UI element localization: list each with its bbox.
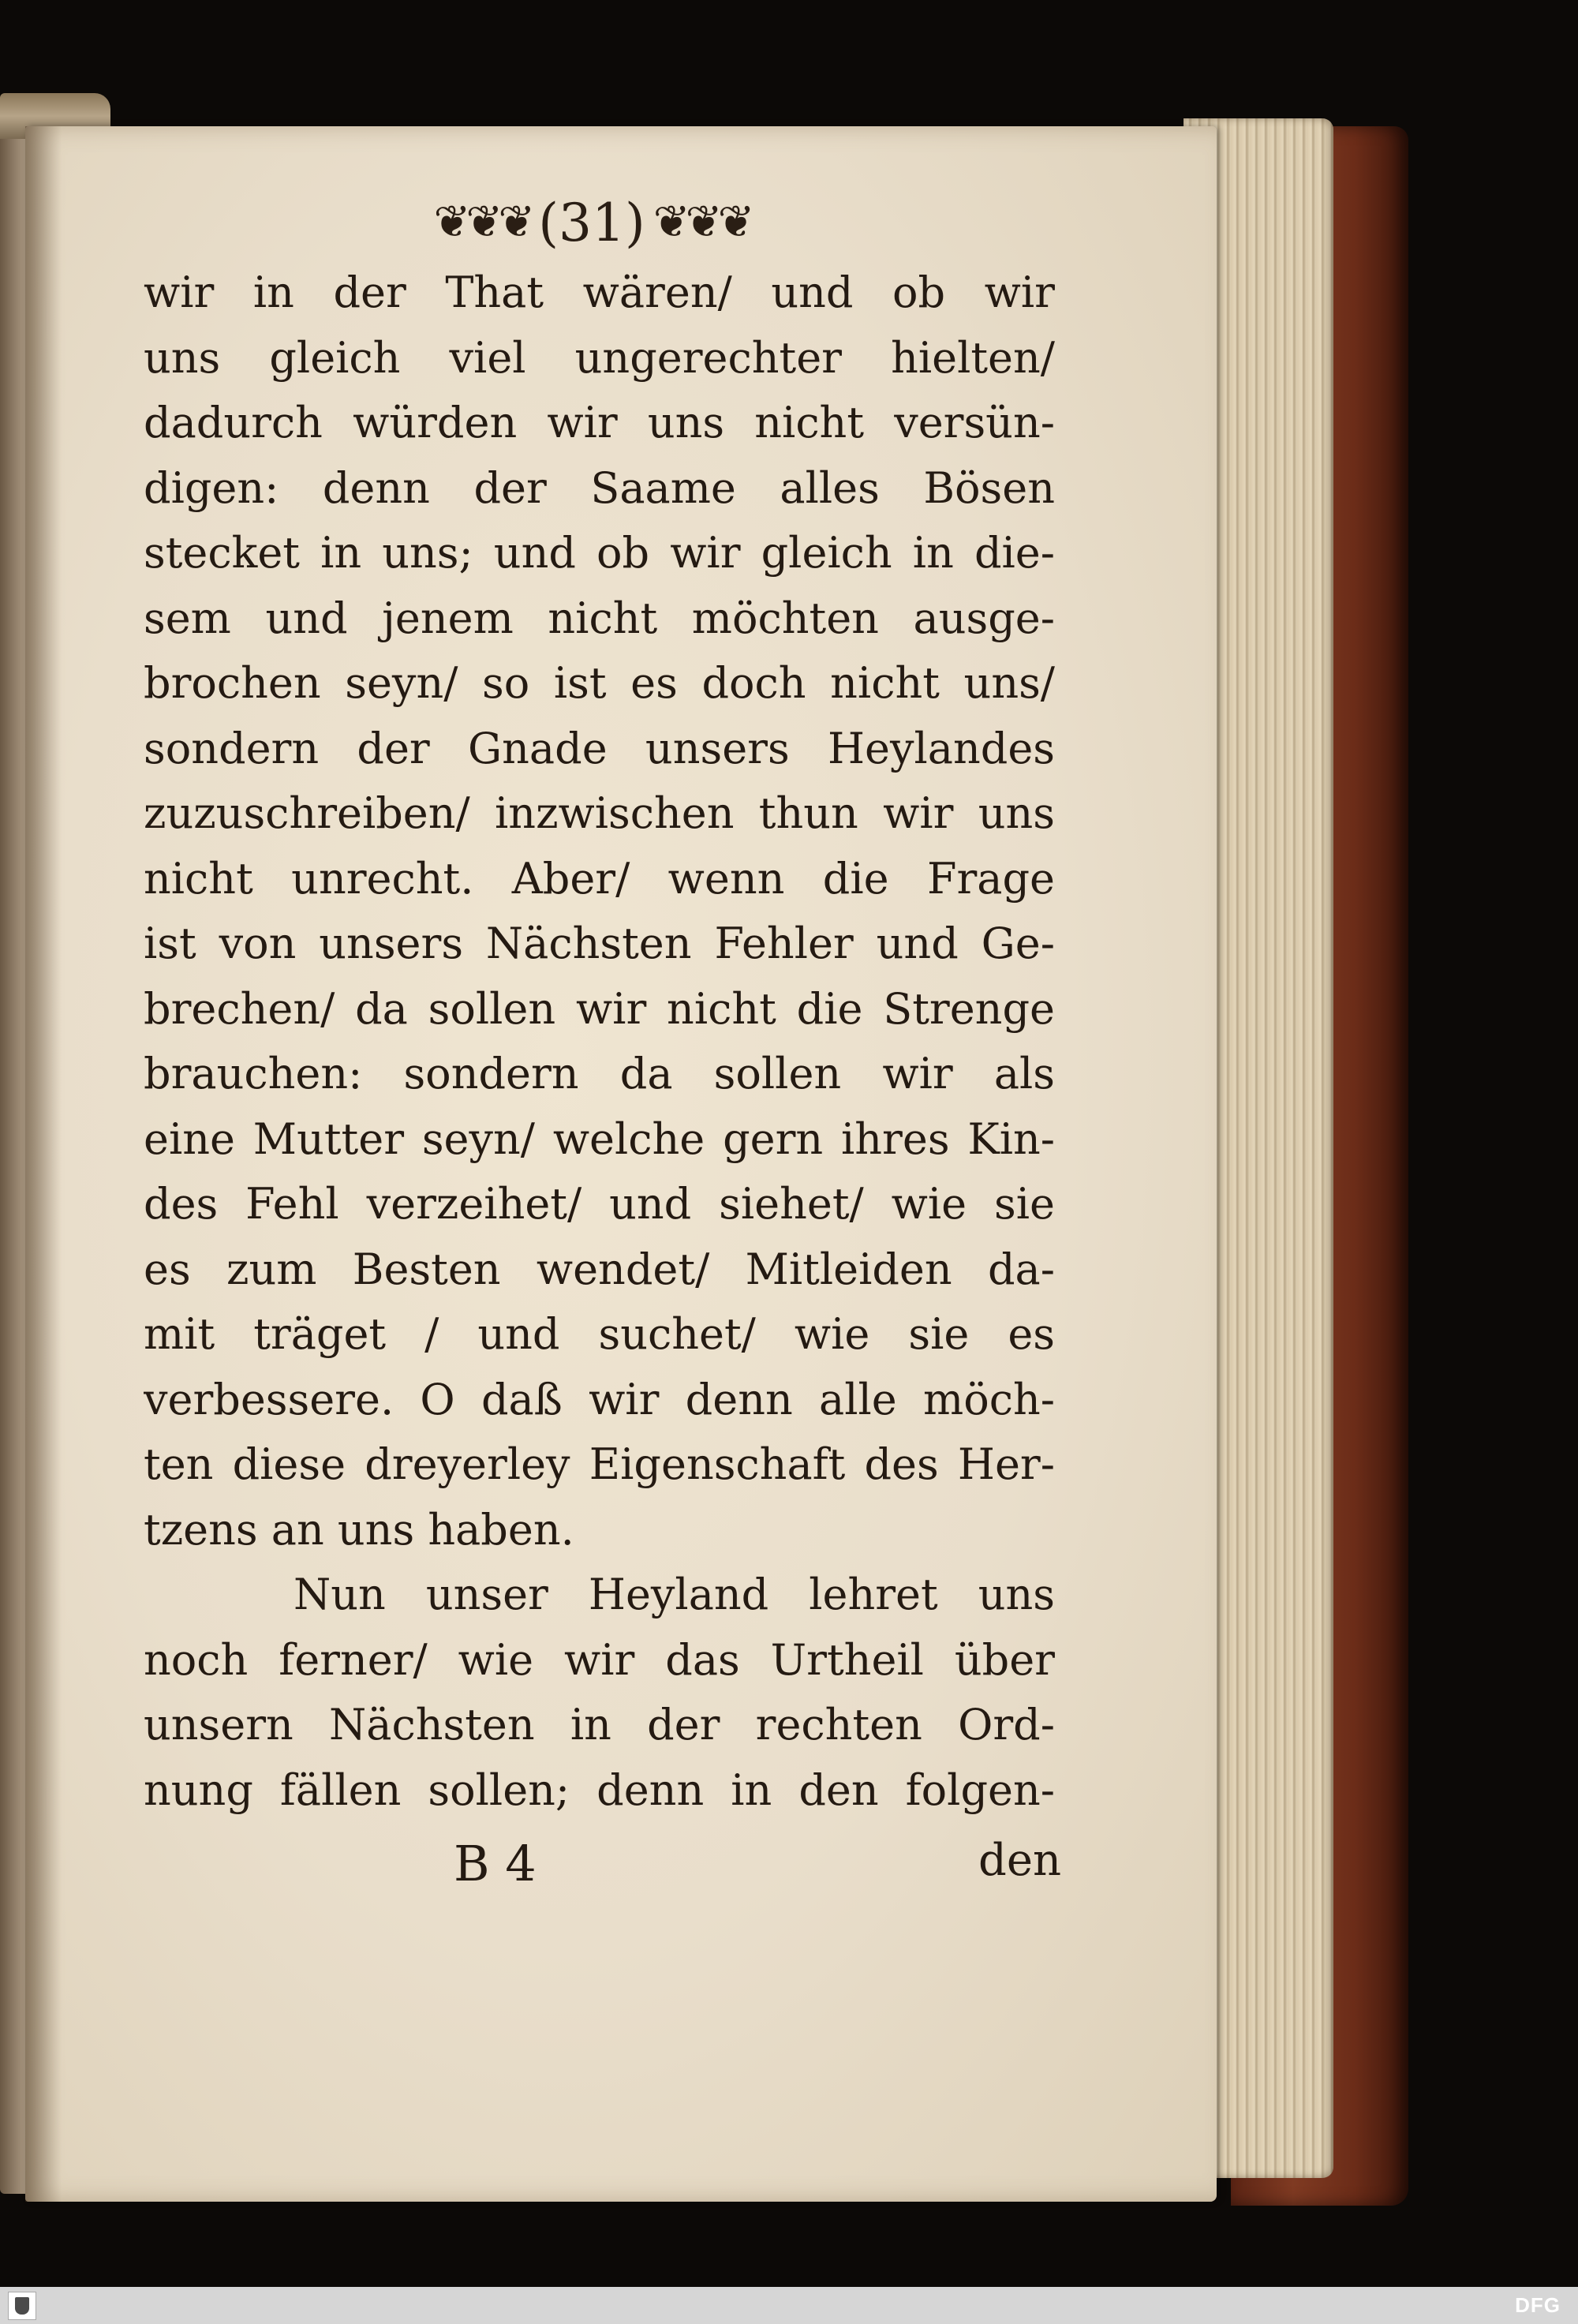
text-line: Nun unser Heyland lehret uns bbox=[294, 1570, 1055, 1619]
text-line: stecket in uns; und ob wir gleich in die- bbox=[144, 528, 1055, 578]
page-number: (31) bbox=[538, 192, 645, 253]
library-logo-icon bbox=[8, 2292, 36, 2320]
text-line: digen: denn der Saame alles Bösen bbox=[144, 462, 1055, 513]
text-line: sem und jenem nicht möchten ausge- bbox=[144, 593, 1055, 643]
text-line: nicht unrecht. Aber/ wenn die Frage bbox=[144, 853, 1055, 904]
page-header bbox=[410, 183, 773, 262]
text-line: tzens an uns haben. bbox=[144, 1504, 574, 1555]
text-line: zuzuschreiben/ inzwischen thun wir uns bbox=[144, 788, 1055, 838]
text-line: noch ferner/ wie wir das Urtheil über bbox=[144, 1634, 1055, 1685]
text-line: brechen/ da sollen wir nicht die Strenge bbox=[144, 983, 1055, 1034]
text-line: sondern der Gnade unsers Heylandes bbox=[144, 723, 1055, 773]
catchword: den bbox=[978, 1835, 1062, 1886]
ornament-right-icon: ❦❦❦ bbox=[653, 196, 750, 248]
gutter-shadow bbox=[25, 126, 62, 2202]
text-line: uns gleich viel ungerechter hielten/ bbox=[144, 332, 1055, 383]
text-line: dadurch würden wir uns nicht versün- bbox=[144, 398, 1055, 447]
body-text bbox=[144, 260, 1055, 1823]
text-line: es zum Besten wendet/ Mitleiden da- bbox=[144, 1244, 1055, 1294]
text-line: eine Mutter seyn/ welche gern ihres Kin- bbox=[144, 1113, 1055, 1164]
signature-mark: B 4 bbox=[454, 1835, 537, 1892]
text-line: nung fällen sollen; denn in den folgen- bbox=[144, 1765, 1055, 1815]
text-line: unsern Nächsten in der rechten Ord- bbox=[144, 1700, 1055, 1750]
text-line: ist von unsers Nächsten Fehler und Ge- bbox=[144, 919, 1055, 968]
text-line: verbessere. O daß wir denn alle möch- bbox=[144, 1374, 1055, 1424]
ornament-left-icon: ❦❦❦ bbox=[433, 196, 531, 248]
text-line: brochen seyn/ so ist es doch nicht uns/ bbox=[144, 658, 1055, 708]
dfg-logo: DFG bbox=[1515, 2293, 1561, 2317]
text-line: des Fehl verzeihet/ und siehet/ wie sie bbox=[144, 1179, 1055, 1229]
text-line: mit träget / und suchet/ wie sie es bbox=[144, 1309, 1055, 1359]
text-line: ten diese dreyerley Eigenschaft des Her- bbox=[144, 1439, 1055, 1489]
text-line: brauchen: sondern da sollen wir als bbox=[144, 1049, 1055, 1098]
text-line: wir in der That wären/ und ob wir bbox=[144, 268, 1055, 317]
viewer-footer-bar bbox=[0, 2287, 1578, 2324]
